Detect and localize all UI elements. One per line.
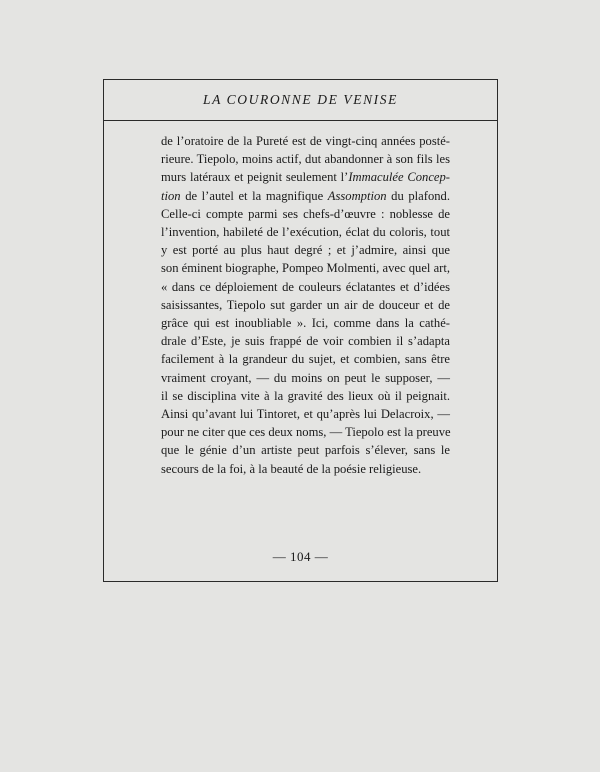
text-line: Celle-ci compte parmi ses chefs-d’œuvre : noblesse de <box>161 206 450 221</box>
body-text <box>161 132 450 478</box>
text-line: l’invention, habileté de l’exécution, éclat du coloris, tout <box>161 225 450 240</box>
text-line: rieure. Tiepolo, moins actif, dut abandonner à son fils les <box>161 152 450 167</box>
header-rule <box>104 120 497 121</box>
page-frame <box>103 79 498 582</box>
text-line: « dans ce déploiement de couleurs éclatantes et d’idées <box>161 279 450 294</box>
text-line: drale d’Este, je suis frappé de voir combien il s’adapta <box>161 334 450 349</box>
text-line: facilement à la grandeur du sujet, et combien, sans être <box>161 352 450 367</box>
text-line: saisissantes, Tiepolo sut garder un air de douceur et de <box>161 297 450 312</box>
text-line: secours de la foi, à la beauté de la poésie religieuse. <box>161 461 422 476</box>
text-line: son éminent biographe, Pompeo Molmenti, avec quel art, <box>161 261 450 276</box>
text-line: grâce qui est inoubliable ». Ici, comme dans la cathé- <box>161 316 450 331</box>
italic-text: Immaculée Concep- <box>348 170 450 185</box>
text-line: que le génie d’un artiste peut parfois s’élever, sans le <box>161 443 450 458</box>
page-number: — 104 — <box>272 549 329 564</box>
text-line: de l’oratoire de la Pureté est de vingt-cinq années posté- <box>161 134 450 148</box>
running-head: LA COURONNE DE VENISE <box>203 92 398 107</box>
text-line: tion de l’autel et la magnifique Assomption du plafond. <box>161 188 450 203</box>
text-line: Ainsi qu’avant lui Tintoret, et qu’après lui Delacroix, — <box>161 407 450 422</box>
text-line: il se disciplina vite à la gravité des lieux où il peignait. <box>161 388 450 403</box>
text-line: murs latéraux et peignit seulement l’Immaculée Concep- <box>161 170 450 185</box>
italic-text: Assomption <box>327 188 387 203</box>
text-line: y est porté au plus haut degré ; et j’admire, ainsi que <box>161 243 450 258</box>
text-line: vraiment croyant, — du moins on peut le supposer, — <box>161 370 450 385</box>
italic-text: tion <box>161 188 181 203</box>
text-line: pour ne citer que ces deux noms, — Tiepolo est la preuve <box>161 425 451 440</box>
